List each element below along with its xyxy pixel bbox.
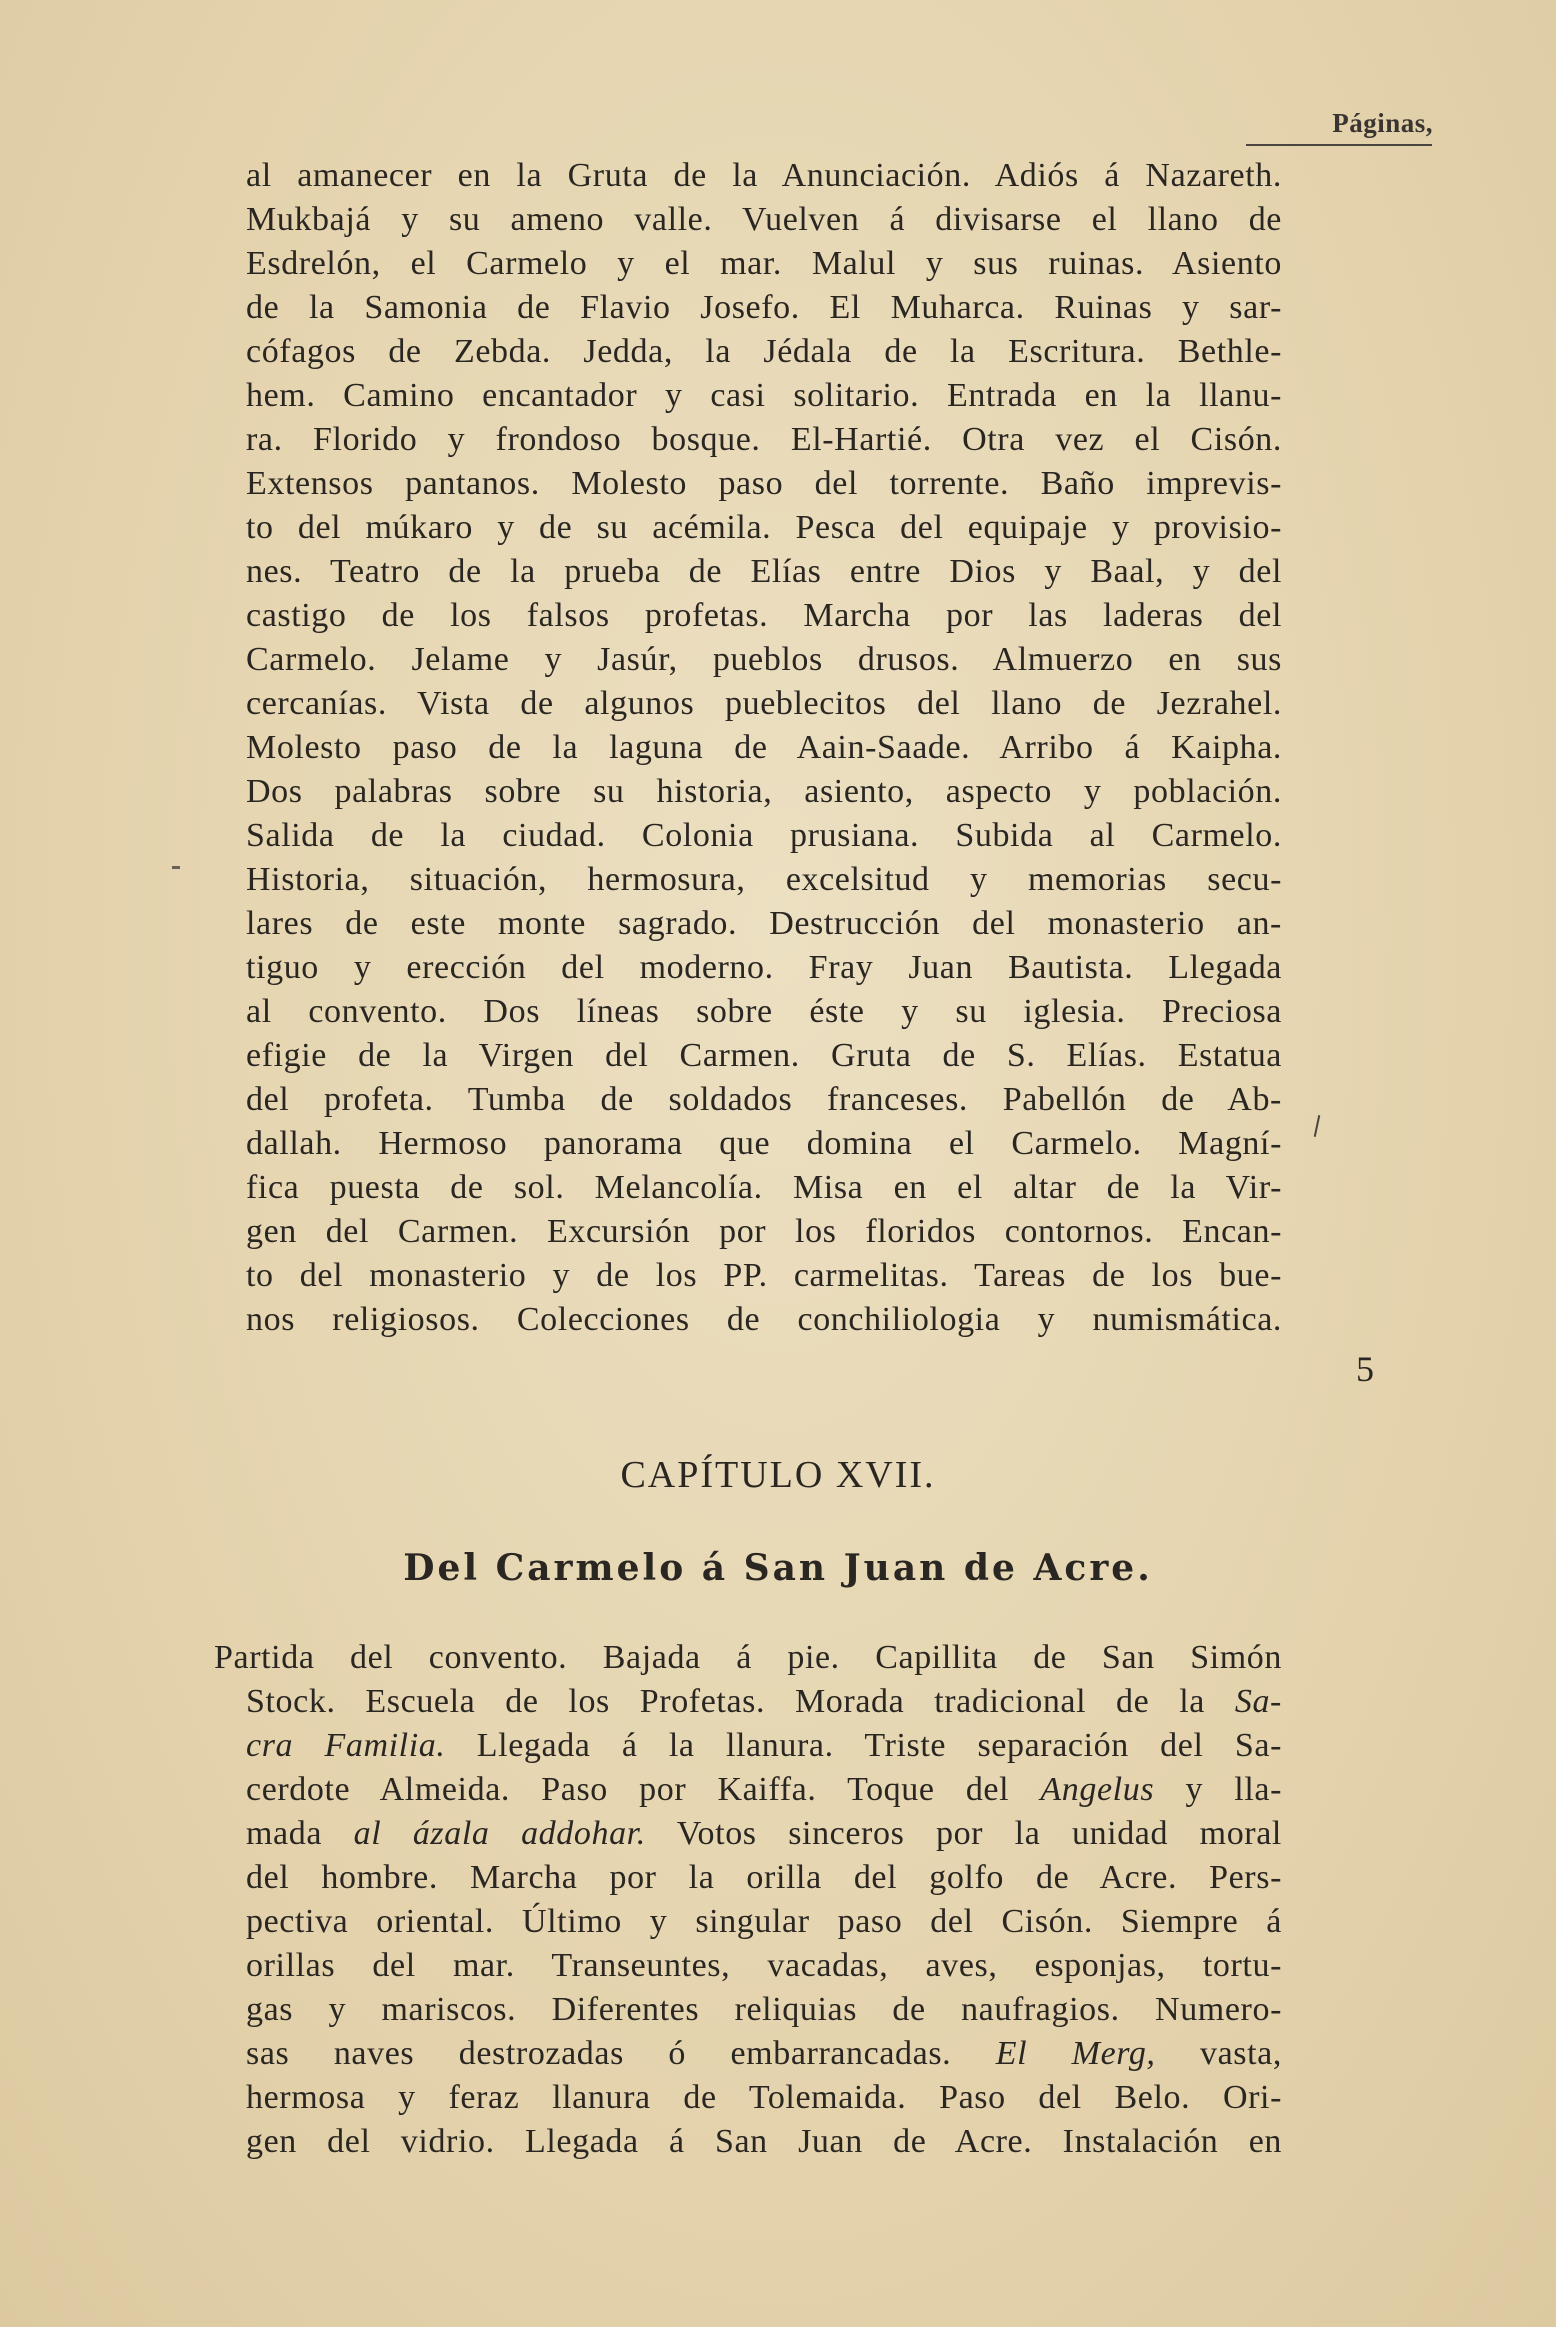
chapter-heading: CAPÍTULO XVII. [620, 1454, 936, 1496]
text-line: cercanías. Vista de algunos pueblecitos del llano de Jezrahel. [246, 685, 1282, 722]
text-line [246, 2032, 1282, 2076]
italic-text: Sa- [1234, 1683, 1282, 1720]
text-segment: cerdote Almeida. Paso por Kaiffa. Toque del [246, 1771, 1010, 1808]
page-reference-number: 5 [1356, 1349, 1374, 1389]
chapter-subtitle: Del Carmelo á San Juan de Acre. [403, 1547, 1153, 1589]
text-line: lares de este monte sagrado. Destrucción del monasterio an- [246, 905, 1282, 942]
text-line: castigo de los falsos profetas. Marcha por las laderas del [246, 597, 1282, 634]
text-line: al amanecer en la Gruta de la Anunciación. Adiós á Nazareth. [246, 157, 1282, 194]
text-line: to del múkaro y de su acémila. Pesca del equipaje y provisio- [246, 509, 1282, 546]
text-segment: mada [246, 1815, 323, 1852]
text-line: hermosa y feraz llanura de Tolemaida. Paso del Belo. Ori- [246, 2079, 1282, 2116]
italic-text: cra Familia. [246, 1727, 446, 1764]
text-line: Esdrelón, el Carmelo y el mar. Malul y sus ruinas. Asiento [246, 245, 1282, 282]
text-line: del profeta. Tumba de soldados franceses. Pabellón de Ab- [246, 1081, 1282, 1118]
text-line [246, 1724, 1282, 1768]
text-line [246, 1768, 1282, 1812]
text-segment: Votos sinceros por la unidad moral [676, 1815, 1282, 1852]
text-line: Extensos pantanos. Molesto paso del torrente. Baño imprevis- [246, 465, 1282, 502]
italic-text: Angelus [1040, 1771, 1155, 1808]
text-segment: vasta, [1200, 2035, 1282, 2072]
text-line: Carmelo. Jelame y Jasúr, pueblos drusos. Almuerzo en sus [246, 641, 1282, 678]
text-line: tiguo y erección del moderno. Fray Juan Bautista. Llegada [246, 949, 1282, 986]
text-line: Molesto paso de la laguna de Aain-Saade. Arribo á Kaipha. [246, 729, 1282, 766]
text-line: gas y mariscos. Diferentes reliquias de naufragios. Numero- [246, 1991, 1282, 2028]
text-line: de la Samonia de Flavio Josefo. El Muharca. Ruinas y sar- [246, 289, 1282, 326]
text-line: fica puesta de sol. Melancolía. Misa en el altar de la Vir- [246, 1169, 1282, 1206]
text-line: Salida de la ciudad. Colonia prusiana. Subida al Carmelo. [246, 817, 1282, 854]
italic-text: El Merg, [995, 2035, 1156, 2072]
text-segment: y lla- [1185, 1771, 1282, 1808]
text-line: del hombre. Marcha por la orilla del golfo de Acre. Pers- [246, 1859, 1282, 1896]
text-line: al convento. Dos líneas sobre éste y su iglesia. Preciosa [246, 993, 1282, 1030]
text-line: hem. Camino encantador y casi solitario. Entrada en la llanu- [246, 377, 1282, 414]
margin-tick [1314, 1115, 1321, 1137]
text-line [246, 1812, 1282, 1856]
text-line: nos religiosos. Colecciones de conchiliologia y numismática. [246, 1301, 1282, 1338]
header-rule [1246, 144, 1432, 146]
text-line: orillas del mar. Transeuntes, vacadas, aves, esponjas, tortu- [246, 1947, 1282, 1984]
text-line [246, 1680, 1282, 1724]
text-line: to del monasterio y de los PP. carmelitas. Tareas de los bue- [246, 1257, 1282, 1294]
margin-dash [172, 866, 180, 869]
text-line: efigie de la Virgen del Carmen. Gruta de S. Elías. Estatua [246, 1037, 1282, 1074]
text-line: gen del vidrio. Llegada á San Juan de Acre. Instalación en [246, 2123, 1282, 2160]
text-segment: Stock. Escuela de los Profetas. Morada tradicional de la [246, 1683, 1205, 1720]
text-line: Dos palabras sobre su historia, asiento, aspecto y población. [246, 773, 1282, 810]
text-line: gen del Carmen. Excursión por los floridos contornos. Encan- [246, 1213, 1282, 1250]
text-segment: Llegada á la llanura. Triste separación del Sa- [476, 1727, 1282, 1764]
text-line: nes. Teatro de la prueba de Elías entre Dios y Baal, y del [246, 553, 1282, 590]
text-line: Historia, situación, hermosura, excelsitud y memorias secu- [246, 861, 1282, 898]
text-line: ra. Florido y frondoso bosque. El-Hartié. Otra vez el Cisón. [246, 421, 1282, 458]
text-line: Mukbajá y su ameno valle. Vuelven á divisarse el llano de [246, 201, 1282, 238]
page-header: Páginas, [1332, 108, 1433, 138]
text-line: cófagos de Zebda. Jedda, la Jédala de la Escritura. Bethle- [246, 333, 1282, 370]
italic-text: al ázala addohar. [353, 1815, 646, 1852]
text-line: dallah. Hermoso panorama que domina el Carmelo. Magní- [246, 1125, 1282, 1162]
text-segment: sas naves destrozadas ó embarrancadas. [246, 2035, 952, 2072]
text-line: pectiva oriental. Último y singular paso del Cisón. Siempre á [246, 1903, 1282, 1940]
text-line: Partida del convento. Bajada á pie. Capillita de San Simón [214, 1639, 1282, 1676]
